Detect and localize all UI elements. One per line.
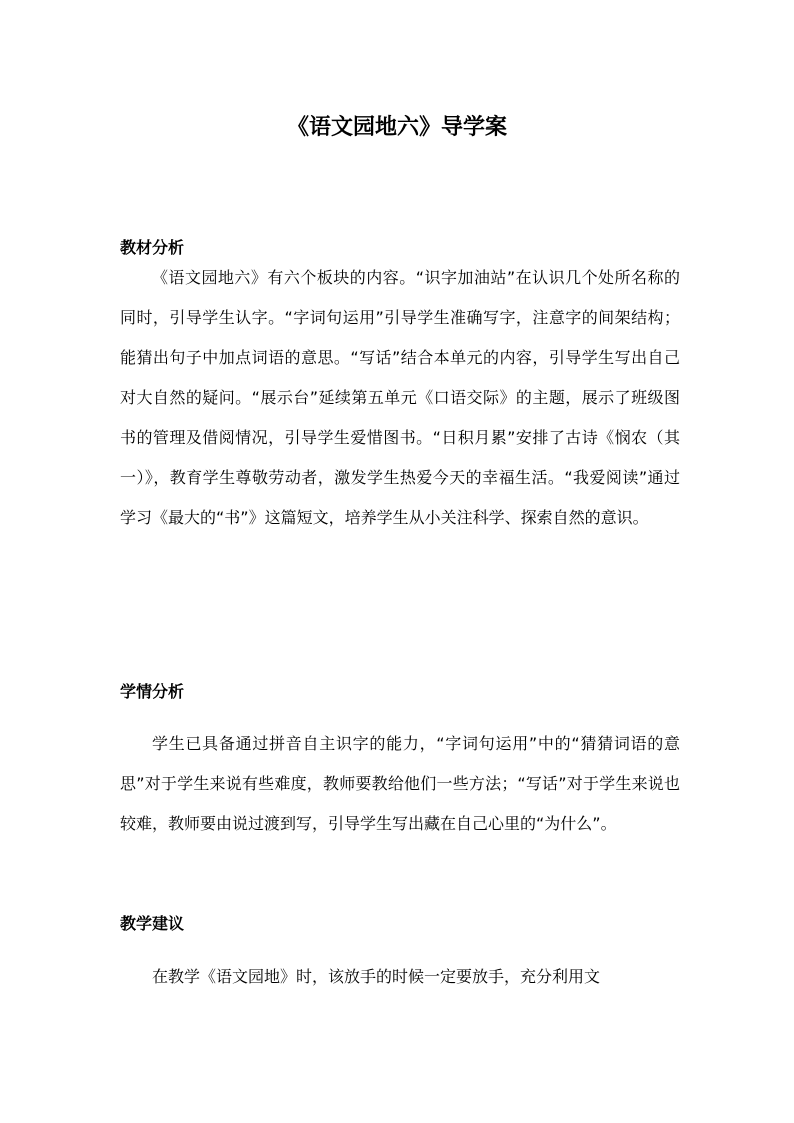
section-paragraph-textbook-analysis: 《语文园地六》有六个板块的内容。“识字加油站”在认识几个处所名称的同时，引导学生认字。“字词句运用”引导学生准确写字，注意字的间架结构；能猜出句子中加点词语的意思。“写话”结合本单元的内容，引导学生写出自己对大自然的疑问。“展示台”延续第五单元《口语交际》的主题，展示了班级图书的管理及借阅情况，引导学生爱惜图书。“日积月累”安排了古诗《悯农（其一）》，教育学生尊敬劳动者，激发学生热爱今天的幸福生活。“我爱阅读”通过学习《最大的“书”》这篇短文，培养学生从小关注科学、探索自然的意识。 (120, 268, 680, 527)
section-heading-teaching-suggestions: 教学建议 (120, 914, 185, 933)
section-heading-textbook-analysis: 教材分析 (120, 238, 185, 257)
section-paragraph-learner-analysis: 学生已具备通过拼音自主识字的能力，“字词句运用”中的“猜猜词语的意思”对于学生来说有些难度，教师要教给他们一些方法；“写话”对于学生来说也较难，教师要由说过渡到写，引导学生写出藏在自己心里的“为什么”。 (120, 734, 680, 833)
section-heading-learner-analysis: 学情分析 (120, 682, 185, 701)
section-paragraph-teaching-suggestions: 在教学《语文园地》时，该放手的时候一定要放手，充分利用文 (152, 967, 601, 986)
document-title: 《语文园地六》导学案 (286, 115, 507, 140)
